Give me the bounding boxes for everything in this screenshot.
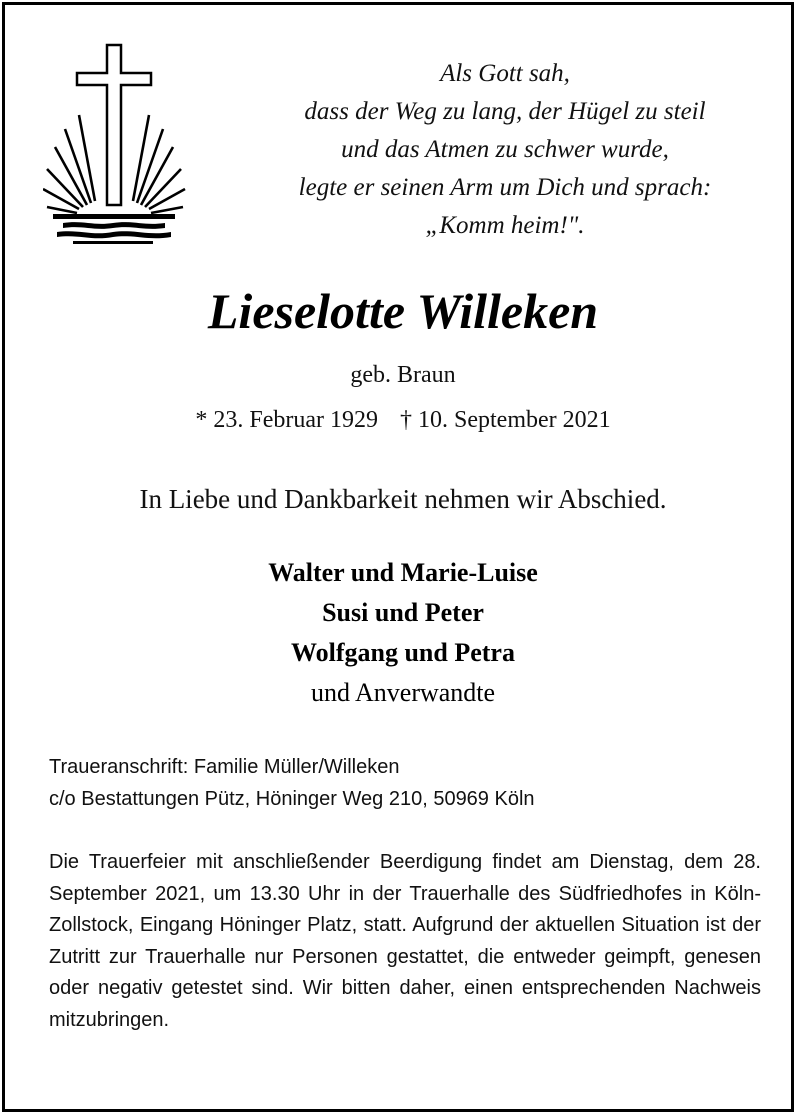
deceased-name: Lieselotte Willeken bbox=[207, 283, 599, 339]
funeral-notice: Die Trauerfeier mit anschließender Beerdigung findet am Dienstag, dem 28. September 2021, um 13.30 Uhr in der Trauerhalle des Südfriedhofes in Köln-Zollstock, Eingang Höninger Platz, statt. Aufgrund der aktuellen Situation ist der Zutritt zur Trauerhalle nur Personen gestattet, die entweder geimpft, genesen oder negativ getestet sind. Wir bitten daher, einen entsprechenden Nachweis mitzubringen. bbox=[49, 851, 761, 1031]
poem-line: „Komm heim!". bbox=[425, 212, 585, 239]
farewell-text: In Liebe und Dankbarkeit nehmen wir Abschied. bbox=[139, 484, 667, 514]
mourning-address bbox=[49, 751, 769, 815]
address-line: Traueranschrift: Familie Müller/Willeken bbox=[49, 756, 400, 778]
poem-line: Als Gott sah, bbox=[440, 60, 570, 87]
cross-sunrise-water-icon bbox=[43, 39, 203, 249]
poem bbox=[235, 55, 775, 245]
poem-line: und das Atmen zu schwer wurde, bbox=[341, 136, 669, 163]
birth-date: * 23. Februar 1929 bbox=[195, 407, 378, 433]
mourner-name: Walter und Marie-Luise bbox=[268, 558, 538, 587]
death-date: † 10. September 2021 bbox=[400, 407, 611, 433]
mourner-name: Wolfgang und Petra bbox=[291, 638, 515, 667]
poem-line: dass der Weg zu lang, der Hügel zu steil bbox=[304, 98, 706, 125]
poem-line: legte er seinen Arm um Dich und sprach: bbox=[298, 174, 712, 201]
obituary-frame bbox=[2, 2, 794, 1112]
life-dates bbox=[5, 403, 800, 437]
birth-name: geb. Braun bbox=[350, 362, 456, 388]
relatives-line: und Anverwandte bbox=[310, 678, 496, 707]
address-line: c/o Bestattungen Pütz, Höninger Weg 210, 50969 Köln bbox=[49, 788, 535, 810]
mourners-list bbox=[5, 553, 800, 713]
mourner-name: Susi und Peter bbox=[322, 598, 484, 627]
